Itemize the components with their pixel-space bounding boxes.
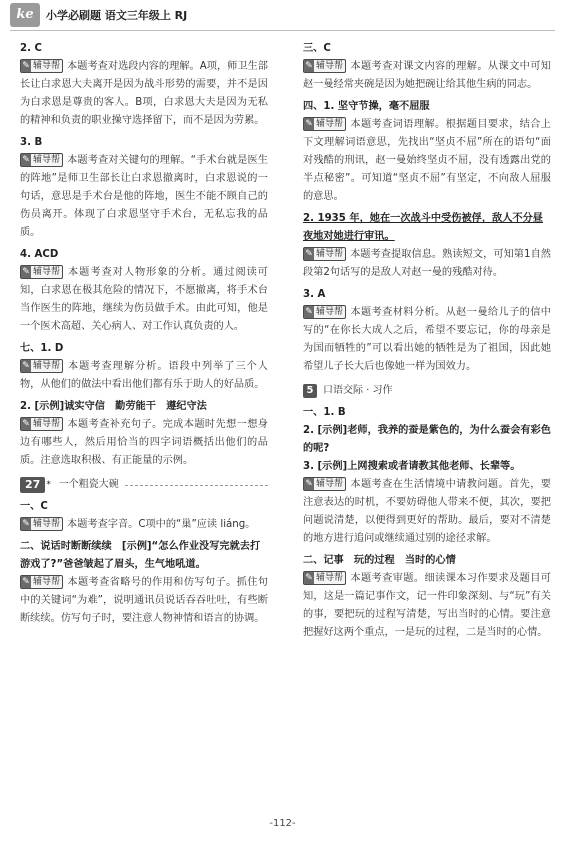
page-number: -112-	[269, 818, 296, 829]
brand-logo: ke	[10, 3, 40, 27]
helper-badge: ✎ 辅导帮	[20, 59, 63, 73]
explanation: ✎ 辅导帮 本题考查字音。C项中的“巢”应读 liánɡ。	[20, 516, 268, 534]
unit-title: 口语交际 · 习作	[323, 385, 393, 396]
answer-heading: 4. ACD	[20, 249, 59, 260]
page-header	[0, 0, 565, 30]
unit-heading	[303, 382, 551, 400]
book-title: 小学必刷题 语文三年级上 RJ	[46, 9, 188, 22]
book-icon: ✎	[305, 307, 313, 317]
lesson-divider	[125, 485, 268, 486]
explanation: ✎ 辅导帮 本题考查省略号的作用和仿写句子。抓住句中的关键词“为难”，说明通讯员说话吞吞吐吐，有些断断续续。仿写句子时，要注意人物神情和语言的协调。	[20, 577, 268, 624]
book-icon: ✎	[22, 155, 30, 165]
helper-badge: ✎ 辅导帮	[303, 117, 346, 131]
book-icon: ✎	[305, 119, 313, 129]
helper-badge: ✎ 辅导帮	[303, 571, 346, 585]
helper-badge: ✎ 辅导帮	[20, 575, 63, 589]
answer-heading: 3. A	[303, 289, 326, 300]
explanation: ✎ 辅导帮 本题考查理解分析。语段中列举了三个人物，从他们的做法中看出他们都有乐于助人的好品质。	[20, 361, 268, 390]
book-icon: ✎	[305, 249, 313, 259]
lesson-star: *	[46, 480, 51, 490]
header-divider	[10, 30, 555, 31]
helper-badge: ✎ 辅导帮	[303, 59, 346, 73]
left-column	[20, 40, 268, 632]
explanation: ✎ 辅导帮 本题考查提取信息。熟读短文，可知第1自然段第2句话写的是敌人对赵一曼的残酷对待。	[303, 249, 551, 278]
helper-badge: ✎ 辅导帮	[20, 265, 63, 279]
book-icon: ✎	[22, 519, 30, 529]
unit-number: 5	[303, 384, 317, 398]
answer-heading: 七、1. D	[20, 343, 64, 354]
right-column	[303, 40, 551, 646]
explanation: ✎ 辅导帮 本题考查补充句子。完成本题时先想一想身边有哪些人，然后用恰当的四字词语概括出他们的品质。注意选取积极、有正能量的示例。	[20, 419, 268, 466]
explanation: ✎ 辅导帮 本题考查材料分析。从赵一曼给儿子的信中写的“在你长大成人之后，希望不要忘记，你的母亲是为国而牺牲的”可以看出她的牺牲是为了祖国，因此她希望儿子长大后也像她一样为国效力。	[303, 307, 551, 372]
answer-heading: 3. B	[20, 137, 43, 148]
answer-heading: 一、1. B	[303, 407, 346, 418]
explanation: ✎ 辅导帮 本题考查审题。细读课本习作要求及题目可知，这是一篇记事作文，记一件印象深刻、与“玩”有关的事，要把玩的过程写清楚，写出当时的心情。要注意把握好这两个重点，一是玩的过程，二是当时的心情。	[303, 573, 551, 638]
book-icon: ✎	[22, 419, 30, 429]
book-icon: ✎	[305, 61, 313, 71]
helper-badge: ✎ 辅导帮	[20, 417, 63, 431]
book-icon: ✎	[305, 573, 313, 583]
explanation: ✎ 辅导帮 本题考查对人物形象的分析。通过阅读可知，白求恩在极其危险的情况下，不愿撤离，将手术台当作医生的阵地，继续为伤员做手术。由此可知，他是一个医术高超、关心病人、对工作认真负责的人。	[20, 267, 268, 332]
book-icon: ✎	[22, 61, 30, 71]
explanation: ✎ 辅导帮 本题考查对关键句的理解。“手术台就是医生的阵地”是师卫生部长让白求恩撤离时，白求恩说的一句话，意思是手术台是他的阵地，医生不能不顾自己的伤员离开。体现了白求恩坚守手术台，无私忘我的品质。	[20, 155, 268, 238]
answer-heading: 2. C	[20, 43, 42, 54]
helper-badge: ✎ 辅导帮	[303, 247, 346, 261]
lesson-number: 27	[20, 477, 45, 493]
helper-badge: ✎ 辅导帮	[20, 359, 63, 373]
book-icon: ✎	[305, 479, 313, 489]
explanation: ✎ 辅导帮 本题考查对课文内容的理解。从课文中可知赵一曼经常夹碗是因为她把碗让给其他生病的同志。	[303, 61, 551, 90]
explanation: ✎ 辅导帮 本题考查词语理解。根据题目要求，结合上下文理解词语意思，先找出“坚贞不屈”所在的语句“面对残酷的刑讯，赵一曼始终坚贞不屈，没有透露出党的半点秘密”。可知道“坚贞不屈”有坚定，不向敌人屈服的意思。	[303, 119, 551, 202]
explanation: ✎ 辅导帮 本题考查对选段内容的理解。A项，师卫生部长让白求恩大夫离开是因为战斗形势的需要，并不是因为白求恩是尊贵的客人。B项，白求恩大夫是因为无私的精神和负责的职业操守选择留下，而不是因为劳累。	[20, 61, 268, 126]
helper-badge: ✎ 辅导帮	[303, 477, 346, 491]
book-icon: ✎	[22, 361, 30, 371]
answer-heading: 二、记事 玩的过程 当时的心情	[303, 555, 456, 566]
explanation: ✎ 辅导帮 本题考查在生活情境中请教问题。首先，要注意表达的时机，不要妨碍他人带来不便，其次，要把问题说清楚，以便得到更好的帮助。最后，要对不清楚的地方进行追问或继续通过别的途径求解。	[303, 479, 551, 544]
answer-heading: 二、说话时断断续续 [示例]“怎么作业没写完就去打游戏了?”爸爸皱起了眉头，生气地吼道。	[20, 541, 261, 570]
answer-heading: 3. [示例]上网搜索或者请教其他老师、长辈等。	[303, 461, 521, 472]
answer-heading: 2. [示例]诚实守信 勤劳能干 遵纪守法	[20, 401, 207, 412]
helper-badge: ✎ 辅导帮	[20, 517, 63, 531]
lesson-title: 一个粗瓷大碗	[58, 479, 119, 490]
answer-heading: 2. [示例]老师，我养的蚕是紫色的，为什么蚕会有彩色的呢?	[303, 425, 551, 454]
helper-badge: ✎ 辅导帮	[20, 153, 63, 167]
answer-heading: 2. 1935 年，她在一次战斗中受伤被俘，敌人不分昼夜地对她进行审讯。	[303, 213, 543, 242]
book-icon: ✎	[22, 577, 30, 587]
book-icon: ✎	[22, 267, 30, 277]
answer-heading: 三、C	[303, 43, 331, 54]
answer-heading: 四、1. 坚守节操，毫不屈服	[303, 101, 430, 112]
helper-badge: ✎ 辅导帮	[303, 305, 346, 319]
answer-heading: 一、C	[20, 501, 48, 512]
lesson-heading	[20, 476, 268, 494]
